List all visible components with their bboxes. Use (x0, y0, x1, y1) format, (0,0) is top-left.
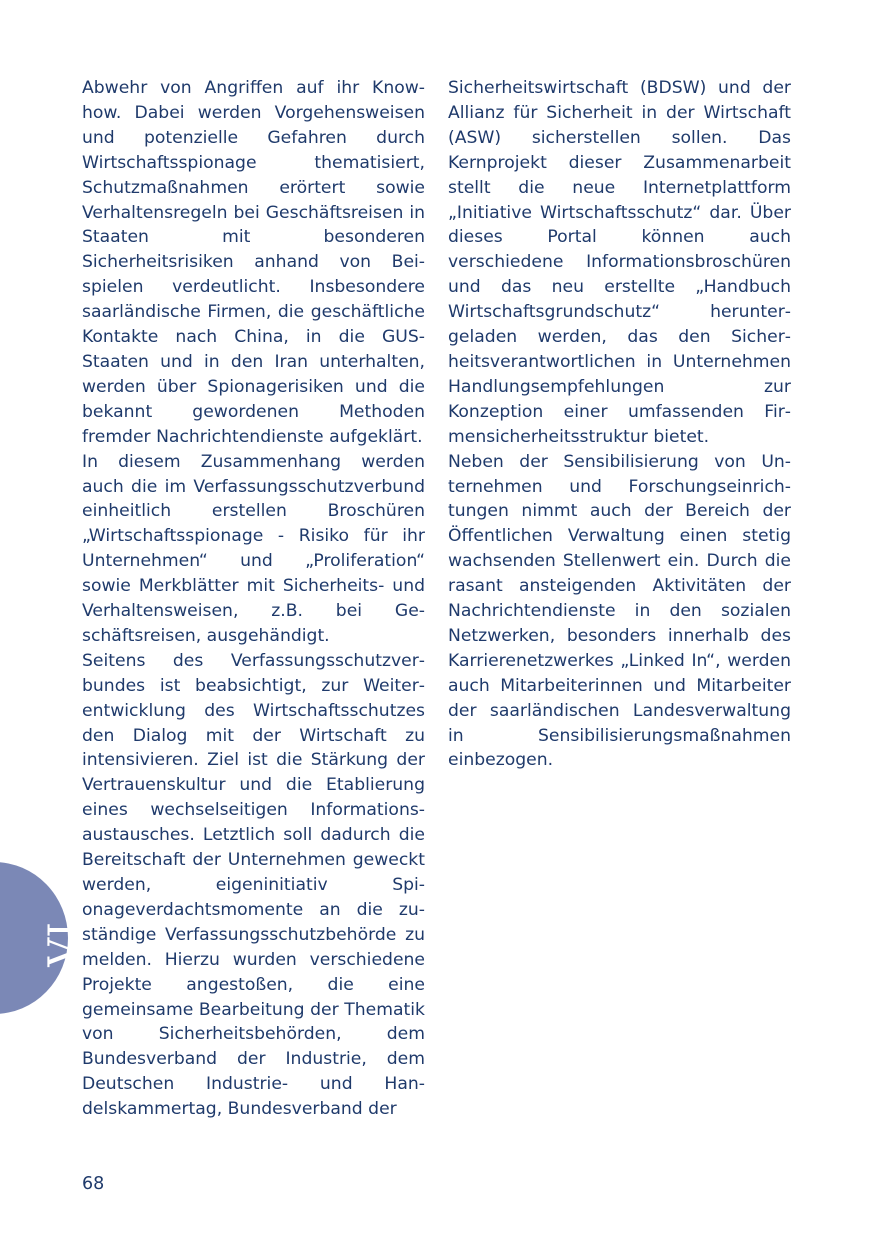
page-number: 68 (82, 1174, 105, 1194)
right-paragraph-2: Neben der Sensibilisierung von Unternehmen und Forschungseinrichtungen nimmt auch der Bereich der Öffentlichen Verwaltung einen stetig wachsenden Stellenwert ein. Durch die rasant ansteigenden Aktivitäten der Nachrichtendienste in den sozialen Netzwerken, besonders innerhalb des Karrierenetzwerkes „Linked In“, werden auch Mitarbeiterinnen und Mitarbeiter der saarländischen Landesverwaltung in Sensibilisierungsmaßnahmen einbezogen. (448, 451, 791, 771)
right-text-column (448, 76, 791, 773)
left-paragraph-2: In diesem Zusammenhang werden auch die im Verfassungsschutzverbund einheitlich erstellen Broschüren „Wirtschaftsspionage - Risiko für ihr Unternehmen“ und „Proliferation“ sowie Merkblätter mit Sicherheits- und Verhaltensweisen, z.B. bei Geschäftsreisen, ausgehändigt. (82, 451, 425, 646)
right-paragraph-1: Sicherheitswirtschaft (BDSW) und der Allianz für Sicherheit in der Wirtschaft (ASW) sicherstellen sollen. Das Kernprojekt dieser Zusammenarbeit stellt die neue Internetplattform „Initiative Wirtschaftsschutz“ dar. Über dieses Portal können auch verschiedene Informationsbroschüren und das neu erstellte „Handbuch Wirtschaftsgrundschutz“ heruntergeladen werden, das den Sicherheitsverantwortlichen in Unternehmen Handlungsempfehlungen zur Konzeption einer umfassenden Firmensicherheitsstruktur bietet. (448, 78, 791, 447)
left-text-column (82, 76, 425, 1122)
chapter-label: VI. (41, 909, 87, 967)
left-paragraph-1: Abwehr von Angriffen auf ihr Know-how. Dabei werden Vorgehensweisen und potenzielle Gefahren durch Wirtschaftsspionage thematisiert, Schutzmaßnahmen erörtert sowie Verhaltensregeln bei Geschäftsreisen in Staaten mit besonderen Sicherheitsrisiken anhand von Beispielen verdeutlicht. Insbesondere saarländische Firmen, die geschäftliche Kontakte nach China, in die GUS-Staaten und in den Iran unterhalten, werden über Spionagerisiken und die bekannt gewordenen Methoden fremder Nachrichtendienste aufgeklärt. (82, 78, 425, 447)
left-paragraph-3: Seitens des Verfassungsschutzverbundes ist beabsichtigt, zur Weiterentwicklung des Wirtschaftsschutzes den Dialog mit der Wirtschaft zu intensivieren. Ziel ist die Stärkung der Vertrauenskultur und die Etablierung eines wechselseitigen Informationsaustausches. Letztlich soll dadurch die Bereitschaft der Unternehmen geweckt werden, eigeninitiativ Spionageverdachtsmomente an die zuständige Verfassungsschutzbehörde zu melden. Hierzu wurden verschiedene Projekte angestoßen, die eine gemeinsame Bearbeitung der Thematik von Sicherheitsbehörden, dem Bundesverband der Industrie, dem Deutschen Industrie- und Handelskammertag, Bundesverband der (82, 650, 425, 1120)
